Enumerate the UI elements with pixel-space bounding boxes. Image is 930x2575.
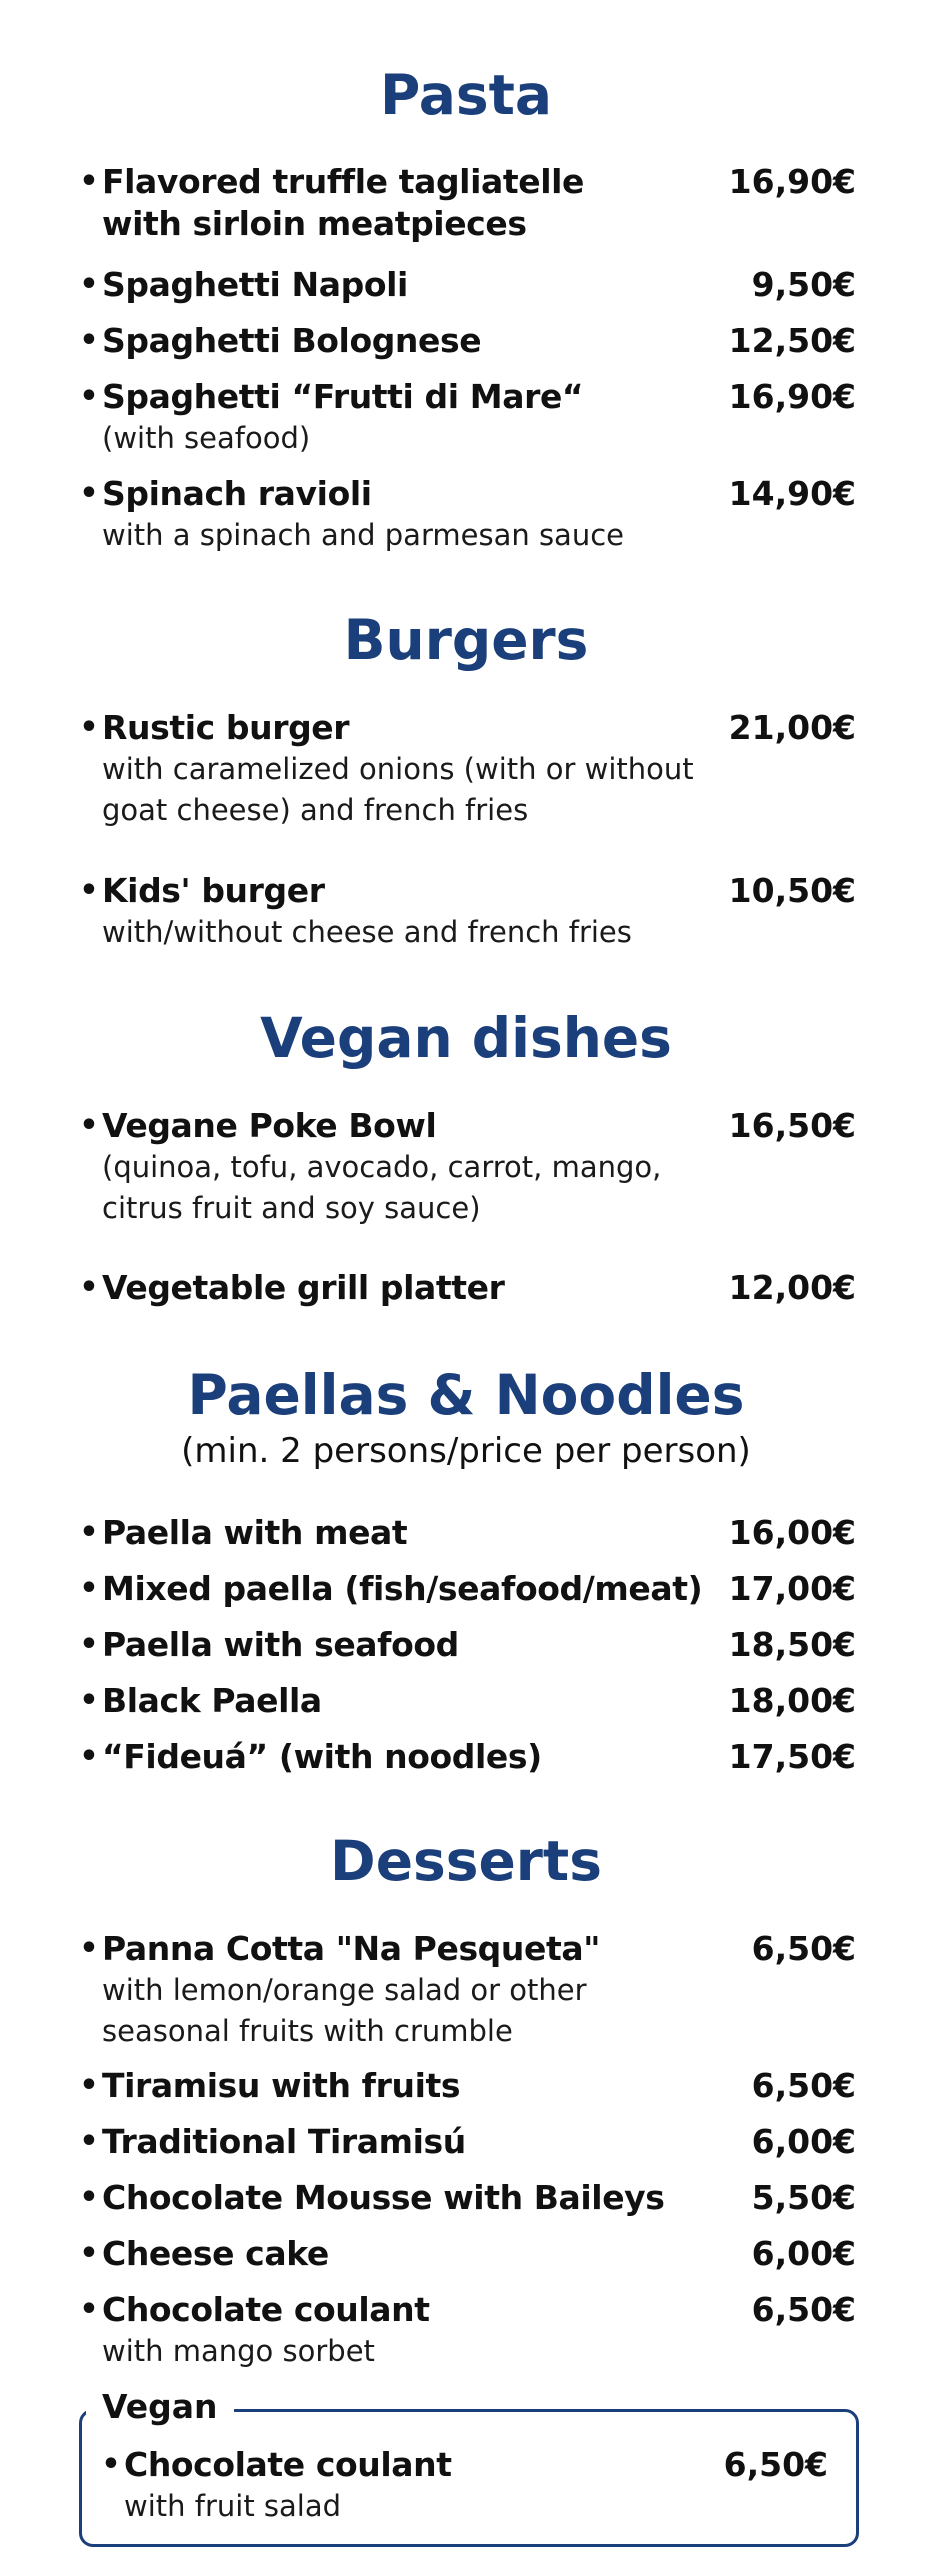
- item-description: with mango sorbet: [102, 2334, 375, 2368]
- bullet-icon: •: [79, 1571, 99, 1606]
- item-price: 16,50€: [728, 1106, 856, 1145]
- bullet-icon: •: [79, 379, 99, 414]
- item-description: with fruit salad: [124, 2489, 342, 2523]
- item-price: 17,00€: [728, 1569, 856, 1608]
- item-name: Cheese cake: [102, 2234, 329, 2273]
- menu-item: [76, 2177, 856, 2219]
- item-name: Mixed paella (fish/seafood/meat): [102, 1569, 703, 1608]
- bullet-icon: •: [79, 2180, 99, 2215]
- item-name: Chocolate coulant: [124, 2445, 452, 2484]
- menu-item: [76, 320, 856, 362]
- section-subtitle: (min. 2 persons/price per person): [181, 1431, 751, 1471]
- menu-item: [76, 1267, 856, 1309]
- menu-item: [76, 264, 856, 306]
- item-price: 18,00€: [728, 1681, 856, 1720]
- bullet-icon: •: [79, 164, 99, 199]
- item-price: 6,50€: [751, 1929, 856, 1968]
- item-price: 14,90€: [728, 474, 856, 513]
- menu-item: [76, 1928, 856, 2052]
- item-description: goat cheese) and french fries: [102, 793, 529, 827]
- item-description: citrus fruit and soy sauce): [102, 1191, 481, 1225]
- item-price: 18,50€: [728, 1625, 856, 1664]
- item-name: Spinach ravioli: [102, 474, 372, 513]
- bullet-icon: •: [79, 710, 99, 745]
- item-price: 21,00€: [728, 708, 856, 747]
- section-title-vegan-dishes: Vegan dishes: [260, 1006, 672, 1070]
- menu-item: [76, 1624, 856, 1666]
- menu-item: [76, 161, 856, 245]
- bullet-icon: •: [79, 1931, 99, 1966]
- item-price: 12,00€: [728, 1268, 856, 1307]
- item-name: Paella with meat: [102, 1513, 408, 1552]
- bullet-icon: •: [79, 2124, 99, 2159]
- menu-item: [76, 1736, 856, 1778]
- section-title-desserts: Desserts: [330, 1829, 602, 1893]
- bullet-icon: •: [79, 1108, 99, 1143]
- vegan-box-label: Vegan: [86, 2386, 234, 2428]
- item-name: Black Paella: [102, 1681, 322, 1720]
- menu-item: [76, 1105, 856, 1229]
- item-price: 16,90€: [728, 162, 856, 201]
- bullet-icon: •: [101, 2447, 121, 2482]
- menu-item: [76, 2233, 856, 2275]
- item-name: Traditional Tiramisú: [102, 2122, 466, 2161]
- item-description: (with seafood): [102, 421, 311, 455]
- item-price: 6,00€: [751, 2122, 856, 2161]
- item-price: 6,50€: [723, 2445, 828, 2484]
- item-price: 6,50€: [751, 2066, 856, 2105]
- bullet-icon: •: [79, 2292, 99, 2327]
- menu-item: [76, 1512, 856, 1554]
- item-name: Panna Cotta "Na Pesqueta": [102, 1929, 601, 1968]
- item-name: “Fideuá” (with noodles): [102, 1737, 542, 1776]
- menu-item: [76, 473, 856, 556]
- bullet-icon: •: [79, 873, 99, 908]
- item-price: 6,50€: [751, 2290, 856, 2329]
- section-title-pasta: Pasta: [379, 63, 553, 127]
- bullet-icon: •: [79, 1515, 99, 1550]
- bullet-icon: •: [79, 323, 99, 358]
- item-name: Spaghetti “Frutti di Mare“: [102, 377, 584, 416]
- bullet-icon: •: [79, 2068, 99, 2103]
- menu-item: [76, 870, 856, 953]
- item-name: Spaghetti Bolognese: [102, 321, 482, 360]
- menu-item: [76, 2289, 856, 2372]
- item-name: Spaghetti Napoli: [102, 265, 408, 304]
- bullet-icon: •: [79, 1270, 99, 1305]
- bullet-icon: •: [79, 1683, 99, 1718]
- item-price: 6,00€: [751, 2234, 856, 2273]
- item-name: Chocolate coulant: [102, 2290, 430, 2329]
- item-description: with lemon/orange salad or other: [102, 1973, 587, 2007]
- bullet-icon: •: [79, 1739, 99, 1774]
- item-price: 9,50€: [751, 265, 856, 304]
- item-name: Paella with seafood: [102, 1625, 459, 1664]
- menu-item: [76, 1568, 856, 1610]
- item-name: Kids' burger: [102, 871, 325, 910]
- bullet-icon: •: [79, 2236, 99, 2271]
- item-name: Vegane Poke Bowl: [102, 1106, 437, 1145]
- item-name: Rustic burger: [102, 708, 350, 747]
- item-description: with/without cheese and french fries: [102, 915, 632, 949]
- section-title-paellas-noodles: Paellas & Noodles: [187, 1363, 745, 1427]
- menu-item: [76, 707, 856, 831]
- bullet-icon: •: [79, 1627, 99, 1662]
- item-description: with a spinach and parmesan sauce: [102, 518, 624, 552]
- item-description: seasonal fruits with crumble: [102, 2014, 513, 2048]
- item-description: with caramelized onions (with or without: [102, 752, 694, 786]
- item-name: with sirloin meatpieces: [102, 204, 527, 243]
- item-name: Flavored truffle tagliatelle: [102, 162, 585, 201]
- item-name: Tiramisu with fruits: [102, 2066, 461, 2105]
- bullet-icon: •: [79, 476, 99, 511]
- menu-item: [76, 2065, 856, 2107]
- bullet-icon: •: [79, 267, 99, 302]
- menu-item: [98, 2444, 828, 2527]
- item-description: (quinoa, tofu, avocado, carrot, mango,: [102, 1150, 662, 1184]
- menu-item: [76, 2121, 856, 2163]
- menu-item: [76, 1680, 856, 1722]
- item-price: 12,50€: [728, 321, 856, 360]
- item-price: 16,00€: [728, 1513, 856, 1552]
- item-name: Chocolate Mousse with Baileys: [102, 2178, 665, 2217]
- item-price: 10,50€: [728, 871, 856, 910]
- item-price: 16,90€: [728, 377, 856, 416]
- item-price: 5,50€: [751, 2178, 856, 2217]
- item-price: 17,50€: [728, 1737, 856, 1776]
- section-title-burgers: Burgers: [343, 608, 589, 672]
- menu-item: [76, 376, 856, 459]
- item-name: Vegetable grill platter: [102, 1268, 505, 1307]
